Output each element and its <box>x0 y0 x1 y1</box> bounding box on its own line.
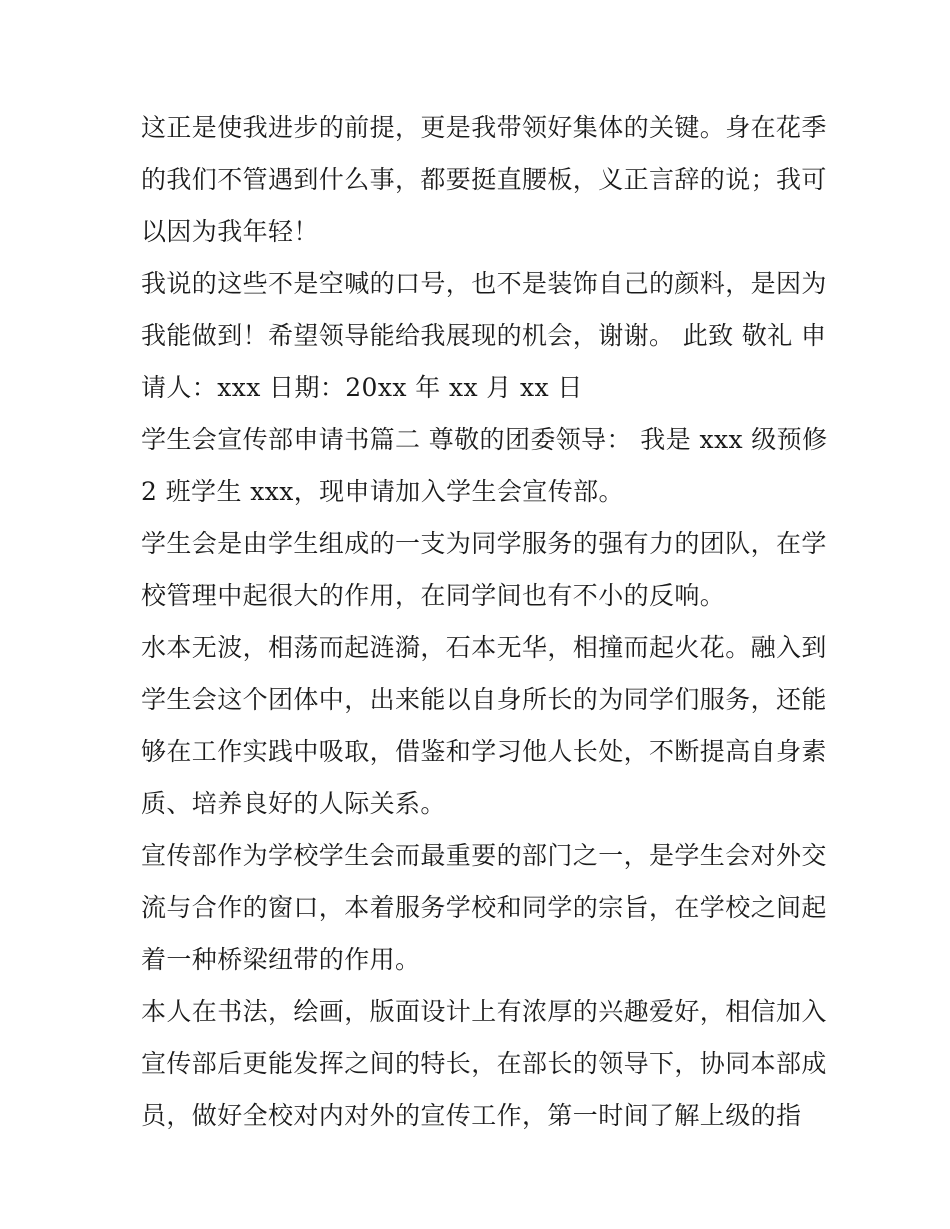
text-line: 宣传部作为学校学生会而最重要的部门之一，是学生会对外交 <box>141 841 827 870</box>
document-body <box>141 102 828 1142</box>
text-line: 员，做好全校对内对外的宣传工作，第一时间了解上级的指 <box>141 1101 802 1130</box>
text-line: 流与合作的窗口，本着服务学校和同学的宗旨，在学校之间起 <box>141 893 827 922</box>
text-line: 宣传部后更能发挥之间的特长，在部长的领导下，协同本部成 <box>141 1049 827 1078</box>
text-line: 学生会宣传部申请书篇二 尊敬的团委领导： 我是 xxx 级预修 <box>141 425 828 454</box>
text-line: 本人在书法，绘画，版面设计上有浓厚的兴趣爱好，相信加入 <box>141 997 827 1026</box>
text-line: 水本无波，相荡而起涟漪，石本无华，相撞而起火花。融入到 <box>141 633 827 662</box>
text-line: 的我们不管遇到什么事，都要挺直腰板，义正言辞的说；我可 <box>141 165 827 194</box>
text-line: 我能做到！希望领导能给我展现的机会，谢谢。 此致 敬礼 申 <box>141 321 827 350</box>
text-line: 我说的这些不是空喊的口号，也不是装饰自己的颜料，是因为 <box>141 269 827 298</box>
text-line: 请人：xxx 日期：20xx 年 xx 月 xx 日 <box>141 373 583 402</box>
text-line: 质、培养良好的人际关系。 <box>141 789 446 818</box>
text-line: 这正是使我进步的前提，更是我带领好集体的关键。身在花季 <box>141 113 827 142</box>
text-line: 够在工作实践中吸取，借鉴和学习他人长处，不断提高自身素 <box>141 737 827 766</box>
text-line: 校管理中起很大的作用，在同学间也有不小的反响。 <box>141 581 726 610</box>
text-line: 学生会是由学生组成的一支为同学服务的强有力的团队，在学 <box>141 529 827 558</box>
text-line: 以因为我年轻！ <box>141 217 319 246</box>
text-line: 着一种桥梁纽带的作用。 <box>141 945 421 974</box>
text-line: 2 班学生 xxx，现申请加入学生会宣传部。 <box>141 477 624 506</box>
text-line: 学生会这个团体中，出来能以自身所长的为同学们服务，还能 <box>141 685 827 714</box>
